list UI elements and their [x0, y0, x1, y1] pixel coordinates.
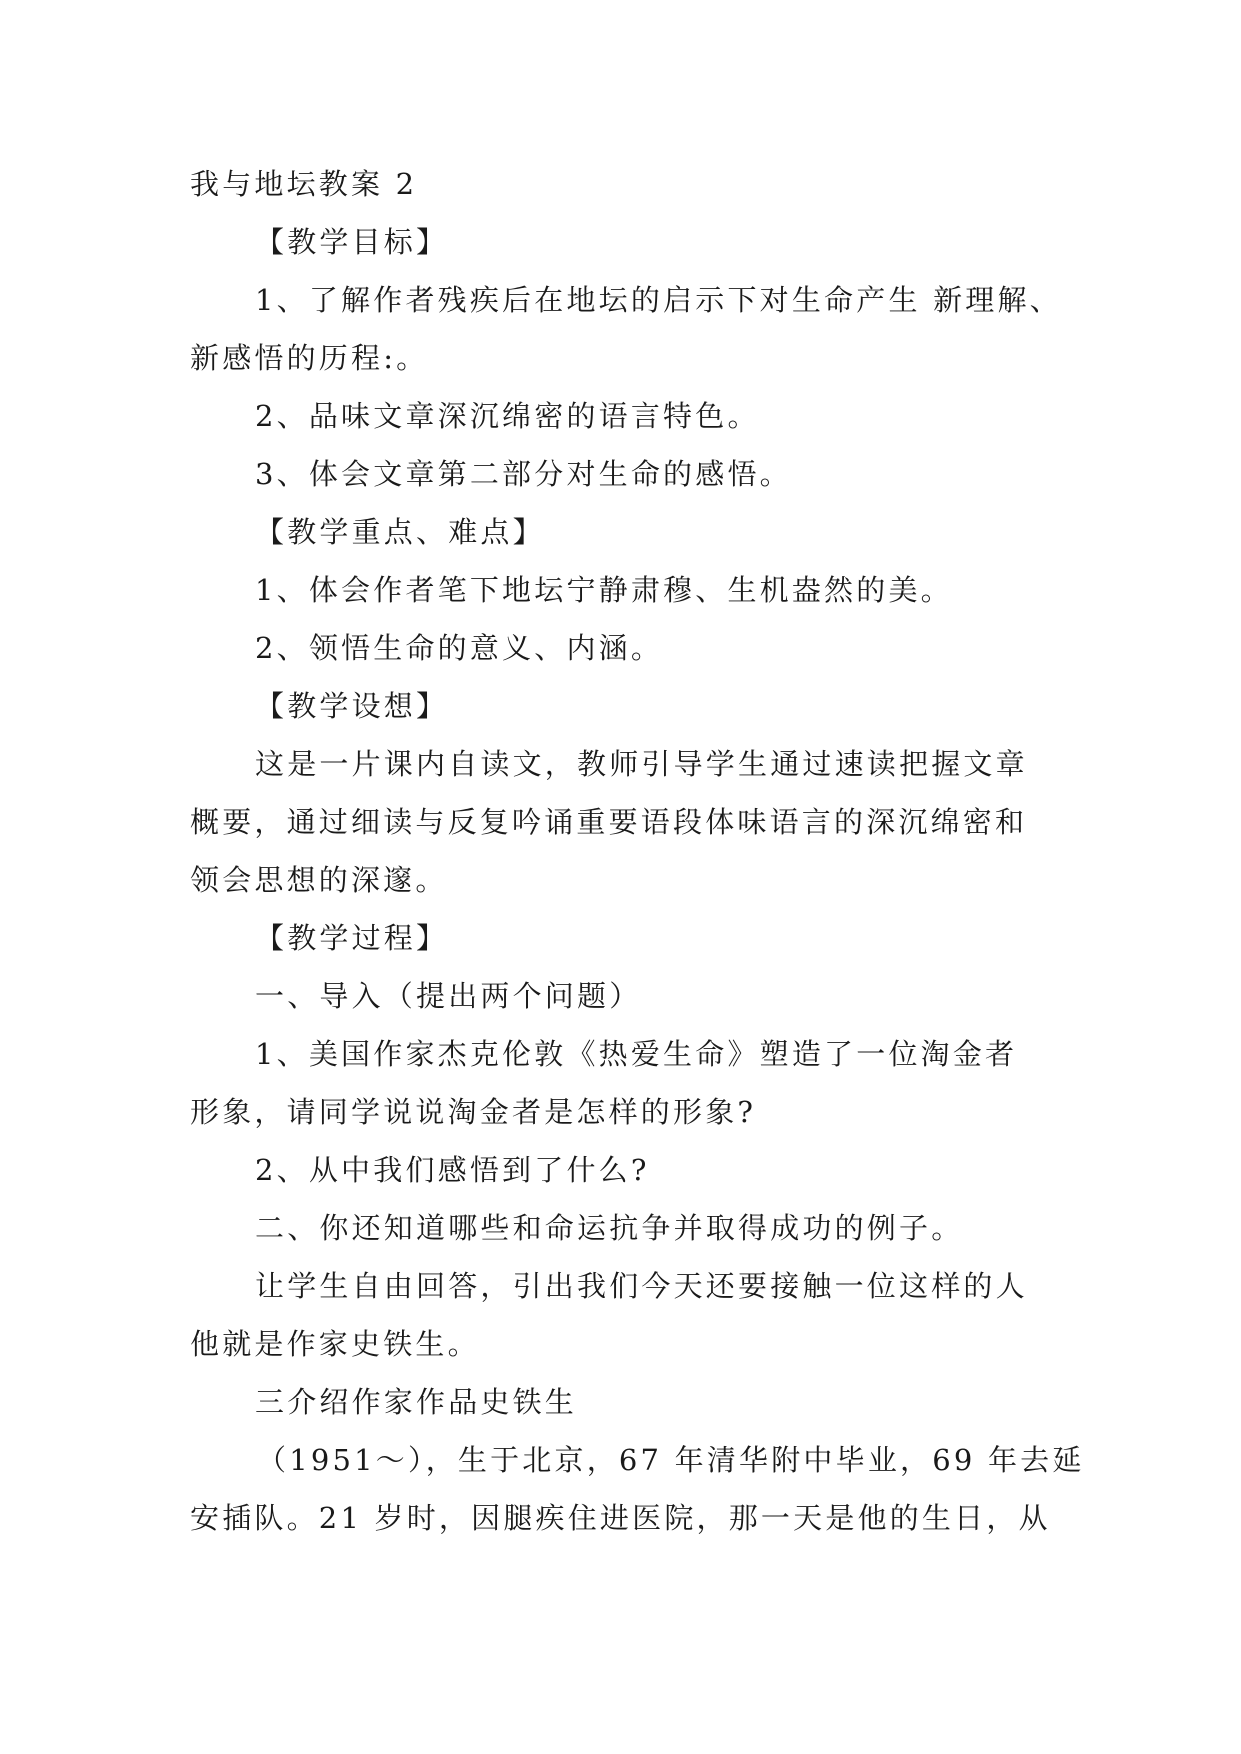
paragraph-line: 三介绍作家作品史铁生	[255, 1385, 578, 1419]
paragraph-line: 他就是作家史铁生。	[190, 1327, 480, 1361]
paragraph-line: （1951～），生于北京，67 年清华附中毕业，69 年去延	[257, 1443, 1085, 1477]
paragraph-line: 1、了解作者残疾后在地坛的启示下对生命产生 新理解、	[255, 283, 1062, 317]
paragraph-line: 2、品味文章深沉绵密的语言特色。	[255, 399, 760, 433]
paragraph-line: 3、体会文章第二部分对生命的感悟。	[255, 457, 792, 491]
paragraph-line: 新感悟的历程:。	[190, 341, 429, 375]
paragraph-line: 这是一片课内自读文，教师引导学生通过速读把握文章	[255, 747, 1028, 781]
paragraph-line: 一、导入（提出两个问题）	[255, 979, 642, 1013]
section-heading-key-points: 【教学重点、难点】	[255, 515, 545, 549]
paragraph-line: 让学生自由回答，引出我们今天还要接触一位这样的人	[255, 1269, 1028, 1303]
paragraph-line: 安插队。21 岁时，因腿疾住进医院，那一天是他的生日，从	[190, 1501, 1051, 1535]
paragraph-line: 领会思想的深邃。	[190, 863, 448, 897]
paragraph-line: 形象，请同学说说淘金者是怎样的形象?	[190, 1095, 757, 1129]
paragraph-line: 2、领悟生命的意义、内涵。	[255, 631, 664, 665]
section-heading-process: 【教学过程】	[255, 921, 449, 955]
section-heading-design: 【教学设想】	[255, 689, 449, 723]
paragraph-line: 二、你还知道哪些和命运抗争并取得成功的例子。	[255, 1211, 964, 1245]
document-title: 我与地坛教案 2	[190, 167, 418, 201]
paragraph-line: 2、从中我们感悟到了什么?	[255, 1153, 650, 1187]
paragraph-line: 1、美国作家杰克伦敦《热爱生命》塑造了一位淘金者	[255, 1037, 1018, 1071]
paragraph-line: 概要，通过细读与反复吟诵重要语段体味语言的深沉绵密和	[190, 805, 1028, 839]
section-heading-objectives: 【教学目标】	[255, 225, 449, 259]
paragraph-line: 1、体会作者笔下地坛宁静肃穆、生机盎然的美。	[255, 573, 953, 607]
